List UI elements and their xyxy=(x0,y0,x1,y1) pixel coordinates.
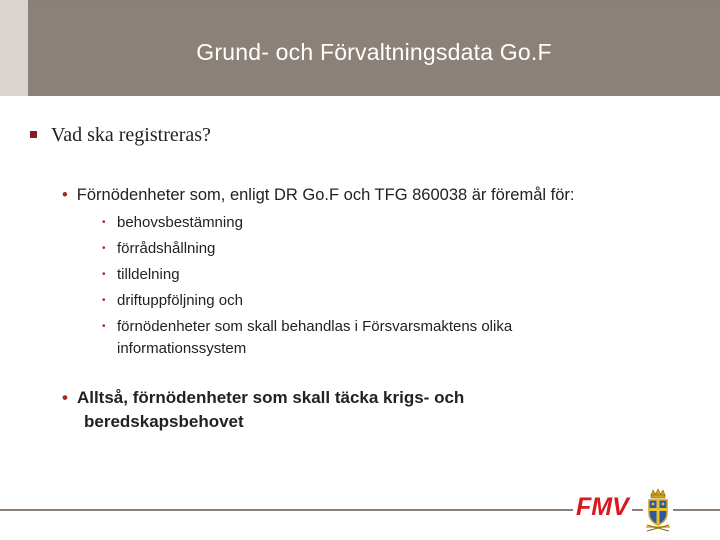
slide-header xyxy=(28,8,720,96)
level1-text: Förnödenheter som, enligt DR Go.F och TFG 860038 är föremål för: xyxy=(76,186,575,204)
top-strip-dark-segment xyxy=(28,0,720,8)
bullet-icon: • xyxy=(102,243,106,254)
bullet-icon: • xyxy=(102,295,106,306)
list-item-text: förrådshållning xyxy=(117,240,216,257)
conclusion-bullet xyxy=(62,386,582,434)
slide-title: Grund- och Förvaltningsdata Go.F xyxy=(196,39,552,65)
header-left-accent xyxy=(0,8,28,96)
crest-icon xyxy=(643,487,673,533)
level1-bullet xyxy=(62,186,574,205)
square-bullet-icon xyxy=(30,131,37,138)
list-item-text: förnödenheter som skall behandlas i Försvarsmaktens olika informationssystem xyxy=(117,318,513,357)
sub-bullet-list xyxy=(102,210,622,360)
conclusion-text: Alltså, förnödenheter som skall täcka krigs- och beredskapsbehovet xyxy=(76,388,465,431)
conclusion-text-wrap xyxy=(62,386,582,434)
bullet-icon: • xyxy=(62,388,68,407)
list-item-text: driftuppföljning och xyxy=(117,292,243,309)
bullet-icon: • xyxy=(102,217,106,228)
list-item xyxy=(102,262,622,288)
section-heading xyxy=(30,124,211,147)
bullet-icon: • xyxy=(102,321,106,332)
list-item xyxy=(102,314,622,360)
fmv-logo-text: FMV xyxy=(573,493,632,522)
top-decor-strip xyxy=(0,0,720,8)
bullet-icon: • xyxy=(62,186,68,204)
list-item-text: behovsbestämning xyxy=(117,214,243,231)
bullet-icon: • xyxy=(102,269,106,280)
crest-icon-graphic xyxy=(643,487,673,533)
list-item xyxy=(102,210,622,236)
list-item xyxy=(102,288,622,314)
list-item xyxy=(102,236,622,262)
list-item-text: tilldelning xyxy=(117,266,180,283)
section-heading-text: Vad ska registreras? xyxy=(51,124,211,146)
